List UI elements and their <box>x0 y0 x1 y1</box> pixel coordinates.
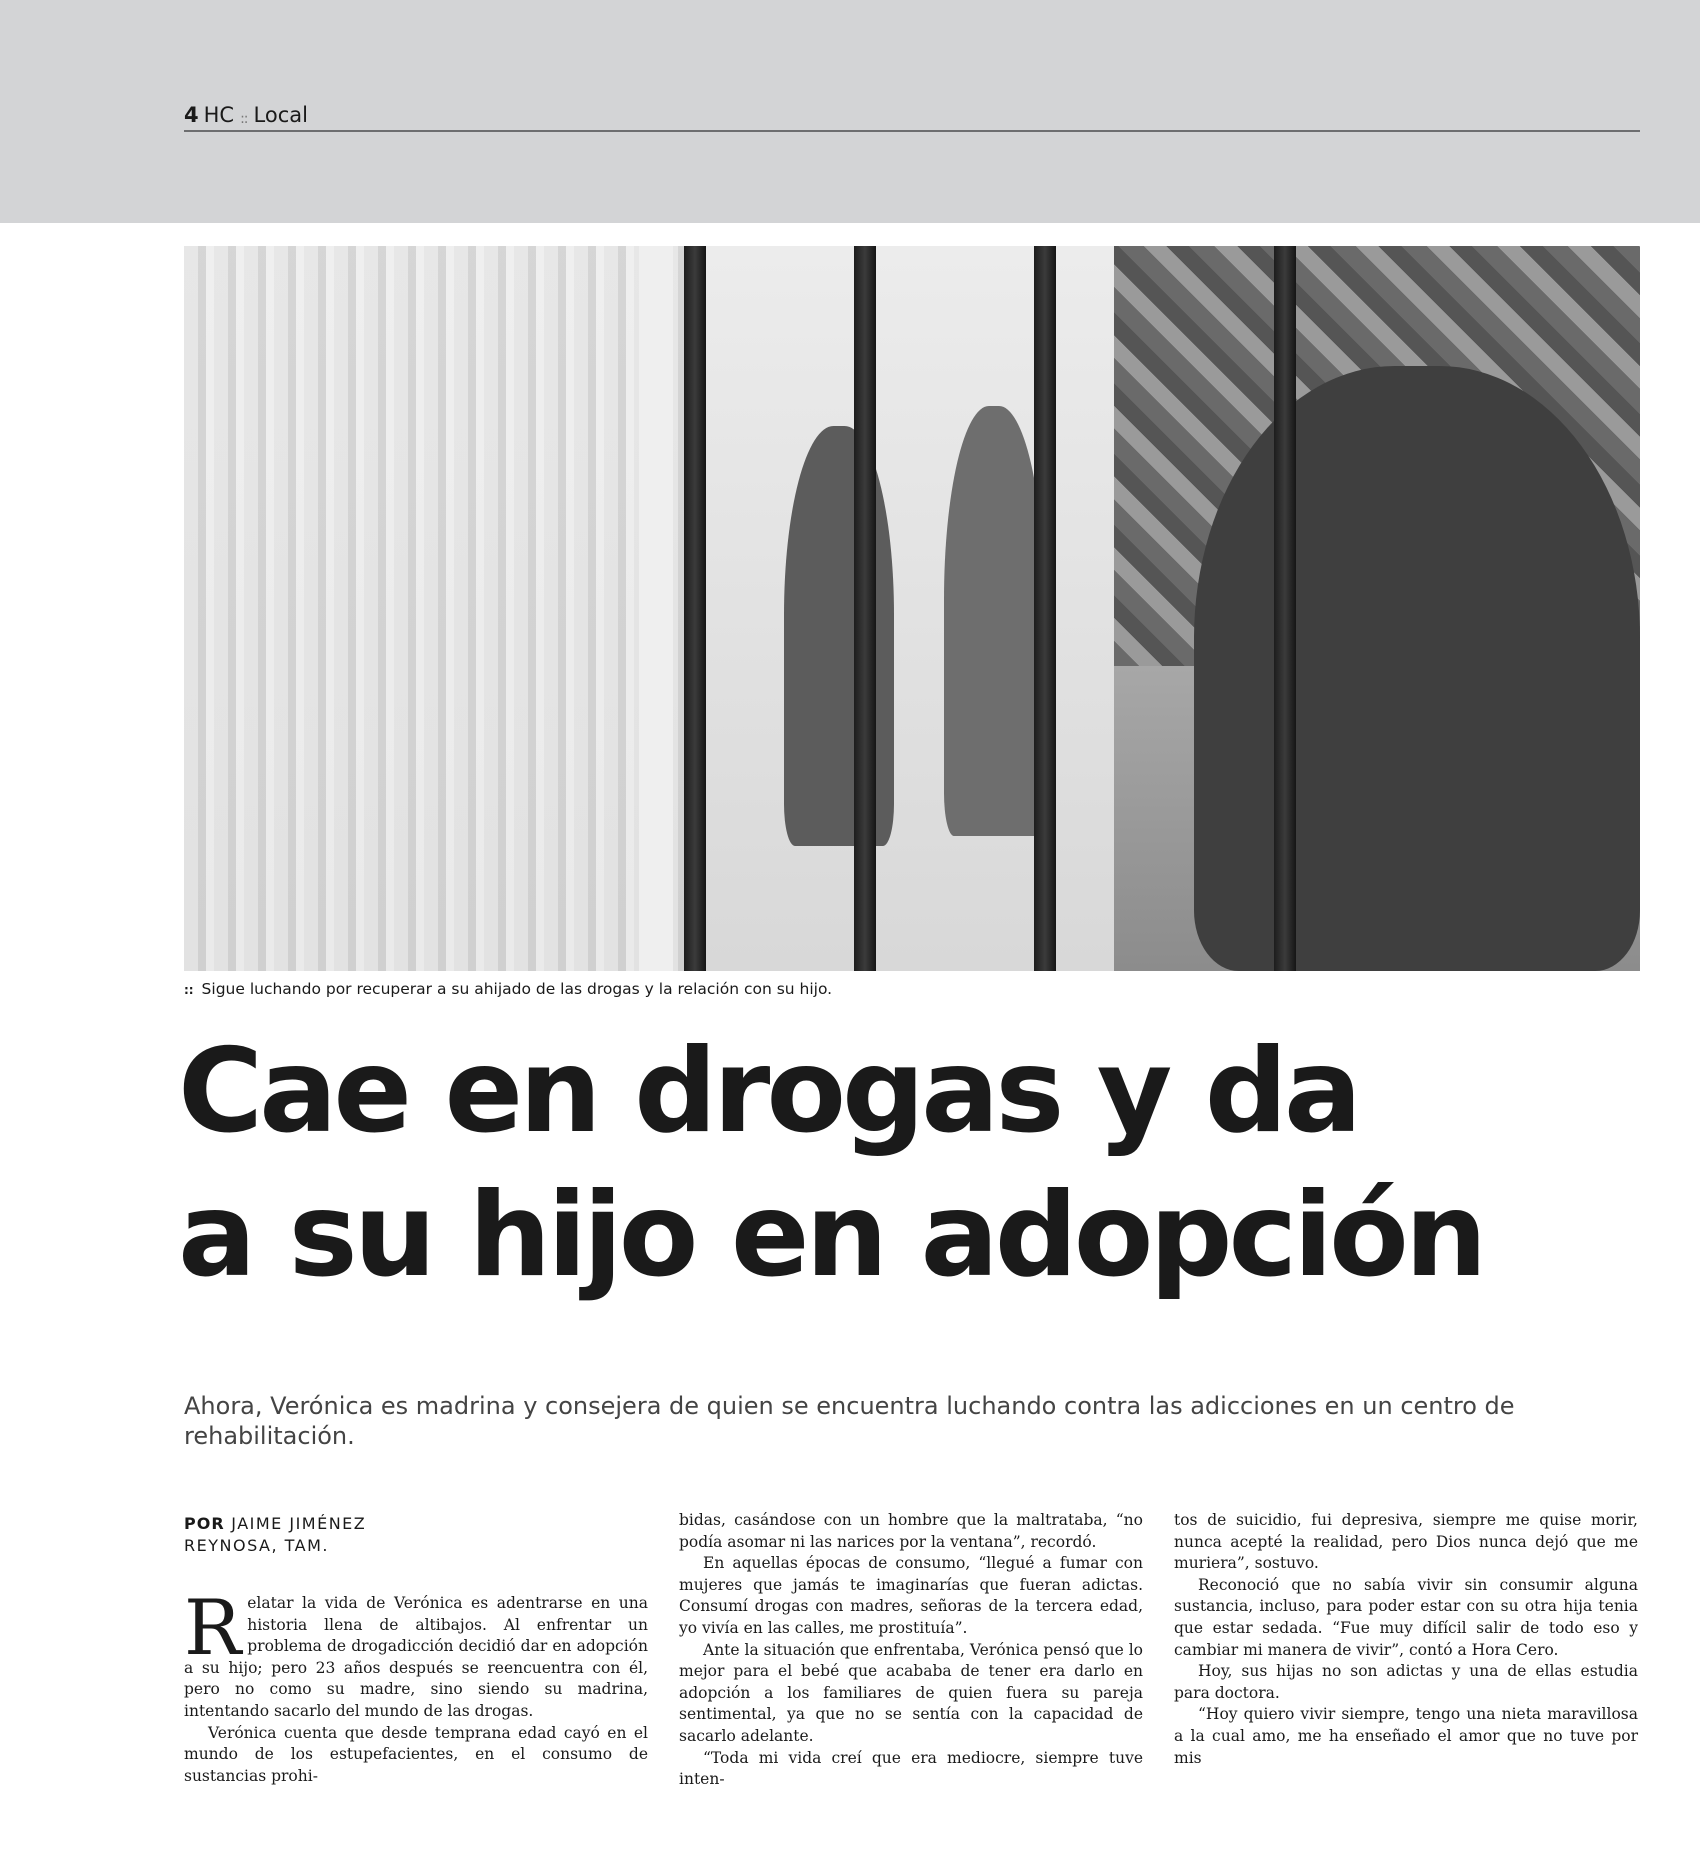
headline-line-2: a su hijo en adopción <box>178 1168 1484 1303</box>
paragraph <box>184 1583 648 1723</box>
headline <box>178 1020 1648 1308</box>
paragraph: “Toda mi vida creí que era mediocre, siempre tuve inten- <box>679 1748 1143 1789</box>
photo-person-left <box>784 426 894 846</box>
byline-location: REYNOSA, TAM. <box>184 1536 329 1555</box>
article-column-3 <box>1174 1510 1638 1769</box>
folio-bar <box>184 104 1640 132</box>
article-column-1 <box>184 1513 648 1787</box>
photo-person-right <box>1194 366 1640 971</box>
photo-caption <box>184 980 1640 998</box>
caption-text: Sigue luchando por recuperar a su ahijado de las drogas y la relación con su hijo. <box>201 980 833 998</box>
article-column-2 <box>679 1510 1143 1791</box>
section-name: Local <box>253 103 308 127</box>
caption-marker: :: <box>184 983 194 997</box>
photo-bar-4 <box>1274 246 1296 971</box>
photo-bar-3 <box>1034 246 1056 971</box>
byline-author: JAIME JIMÉNEZ <box>231 1514 367 1533</box>
publication-name: HC <box>203 103 235 127</box>
paragraph: Verónica cuenta que desde temprana edad cayó en el mundo de los estupefacientes, en el consumo de sustancias prohi- <box>184 1723 648 1785</box>
folio-separator: :: <box>240 111 248 127</box>
photo-curtain <box>184 246 684 971</box>
drop-cap: R <box>184 1583 242 1672</box>
article-photo <box>184 246 1640 971</box>
byline <box>184 1513 648 1557</box>
paragraph: bidas, casándose con un hombre que la maltrataba, “no podía asomar ni las narices por la ventana”, recordó. <box>679 1511 1143 1551</box>
photo-door-frame <box>639 246 673 971</box>
photo-person-center <box>944 406 1044 836</box>
paragraph: En aquellas épocas de consumo, “llegué a fumar con mujeres que jamás te imaginarías que fueran adictas. Consumí drogas con madres, señoras de la tercera edad, yo vivía en las calles, me prostituía”. <box>679 1554 1143 1637</box>
header-band <box>0 0 1700 223</box>
page-number: 4 <box>184 103 199 127</box>
byline-por: POR <box>184 1514 225 1533</box>
paragraph: Ante la situación que enfrentaba, Verónica pensó que lo mejor para el bebé que acababa de tener era darlo en adopción a los familiares de quien fuera su pareja sentimental, ya que no se sentía con la capacidad de sacarlo adelante. <box>679 1640 1143 1745</box>
paragraph-text: elatar la vida de Verónica es adentrarse en una historia llena de altibajos. Al enfrentar un problema de drogadicción decidió dar en adopción a su hijo; pero 23 años después se reencuentra con él, pero no como su madre, sino siendo su madrina, intentando sacarlo del mundo de las drogas. <box>184 1594 648 1720</box>
paragraph: Reconoció que no sabía vivir sin consumir alguna sustancia, incluso, para poder estar con su otra hija tenia que estar sedada. “Fue muy difícil salir de todo eso y cambiar mi manera de vivir”, contó a Hora Cero. <box>1174 1575 1638 1659</box>
paragraph: Hoy, sus hijas no son adictas y una de ellas estudia para doctora. <box>1174 1662 1638 1702</box>
photo-bar-2 <box>854 246 876 971</box>
paragraph: “Hoy quiero vivir siempre, tengo una nieta maravillosa a la cual amo, me ha enseñado el amor que no tuve por mis <box>1174 1705 1638 1767</box>
article-deck: Ahora, Verónica es madrina y consejera de quien se encuentra luchando contra las adicciones en un centro de rehabilitación. <box>184 1392 1515 1450</box>
paragraph: tos de suicidio, fui depresiva, siempre me quise morir, nunca acepté la realidad, pero Dios nunca dejó que me muriera”, sostuvo. <box>1174 1511 1638 1573</box>
headline-line-1: Cae en drogas y da <box>178 1024 1359 1159</box>
photo-bar-1 <box>684 246 706 971</box>
